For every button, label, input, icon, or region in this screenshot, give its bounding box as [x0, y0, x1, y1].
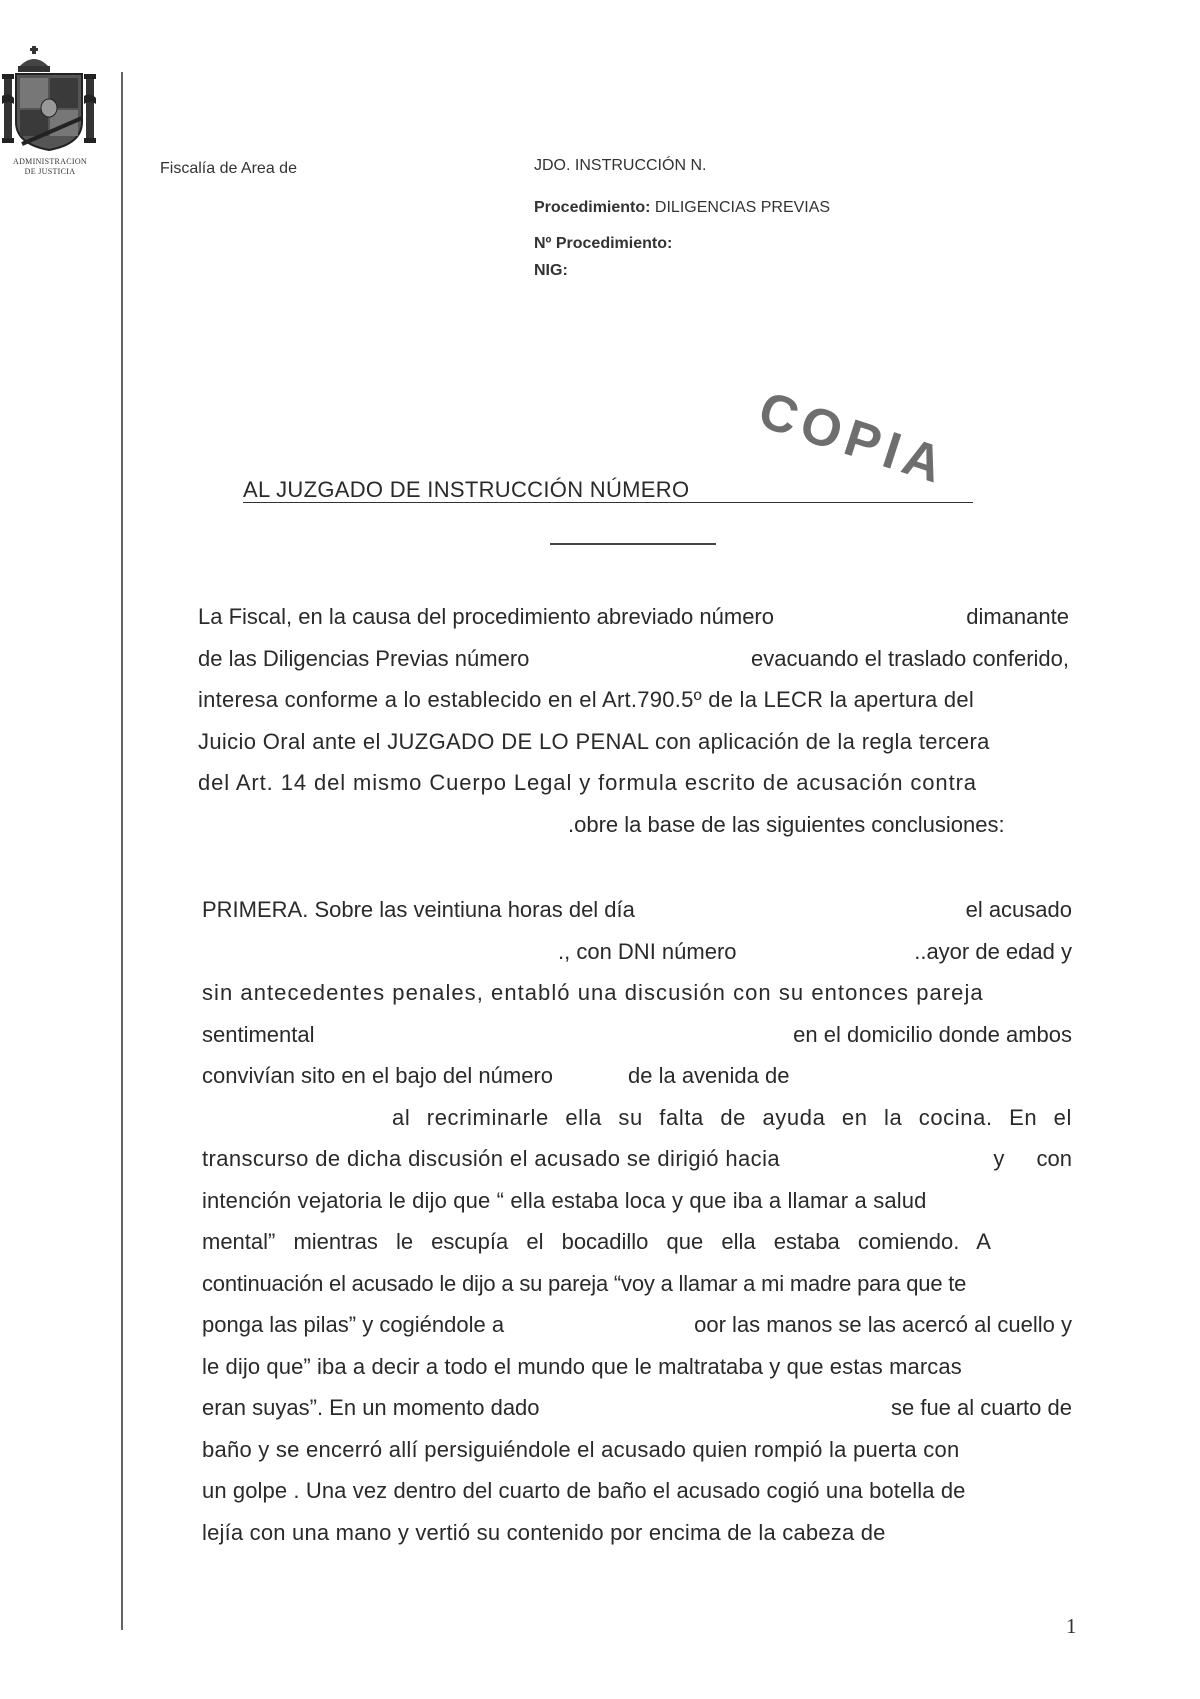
primera-line-6-a: al recriminarle ella su falta de ayuda en la cocina. En el [392, 1104, 1072, 1130]
copia-stamp: COPIA [751, 380, 955, 497]
intro-line-6 [198, 804, 1069, 846]
procedure-number-label: Nº Procedimiento: [534, 235, 673, 252]
primera-line-7-a: transcurso de dicha discusión el acusado se dirigió hacia [202, 1146, 781, 1171]
intro-line-2-b: evacuando el traslado conferido, [751, 645, 1069, 671]
title-underline [243, 502, 973, 503]
primera-line-4-a: sentimental [202, 1021, 315, 1047]
primera-line-6 [202, 1097, 1072, 1139]
intro-paragraph [198, 596, 1069, 845]
crest-caption-line1: ADMINISTRACION [13, 157, 87, 166]
crest-caption [0, 157, 100, 177]
primera-line-7 [202, 1138, 1072, 1180]
primera-line-12: le dijo que” iba a decir a todo el mundo que le maltrataba y que estas marcas [202, 1353, 962, 1379]
margin-rule [121, 72, 123, 1630]
court-label: JDO. INSTRUCCIÓN N. [534, 157, 707, 174]
nig-label: NIG: [534, 262, 568, 279]
primera-line-11 [202, 1304, 1072, 1346]
intro-line-3: interesa conforme a lo establecido en el Art.790.5º de la LECR la apertura del [198, 687, 974, 712]
primera-line-11-a: ponga las pilas” y cogiéndole a [202, 1312, 505, 1337]
primera-line-13-a: eran suyas”. En un momento dado [202, 1395, 540, 1420]
coat-of-arms-logo [2, 44, 96, 154]
page-number: 1 [1066, 1614, 1077, 1638]
intro-line-2-a: de las Diligencias Previas número [198, 645, 530, 671]
primera-line-16: lejía con una mano y vertió su contenido por encima de la cabeza de [202, 1519, 886, 1545]
procedure-label: Procedimiento: [534, 199, 651, 216]
primera-line-2 [202, 931, 1072, 973]
primera-line-1 [202, 889, 1072, 931]
intro-line-5: del Art. 14 del mismo Cuerpo Legal y formula escrito de acusación contra [198, 770, 977, 795]
primera-line-2-b: ..ayor de edad y [914, 938, 1072, 964]
intro-line-4: Juicio Oral ante el JUZGADO DE LO PENAL con aplicación de la regla tercera [198, 728, 990, 754]
intro-line-2 [198, 638, 1069, 680]
primera-line-15: un golpe . Una vez dentro del cuarto de baño el acusado cogió una botella de [202, 1478, 966, 1503]
primera-line-13-b: se fue al cuarto de [890, 1395, 1072, 1420]
crest-caption-line2: DE JUSTICIA [24, 167, 76, 176]
primera-line-1-a: PRIMERA. Sobre las veintiuna horas del día [202, 897, 635, 922]
primera-line-5 [202, 1055, 1072, 1097]
separator-line [550, 543, 716, 545]
primera-line-11-b: oor las manos se las acercó al cuello y [694, 1312, 1072, 1337]
primera-line-5-a: convivían sito en el bajo del número [202, 1063, 553, 1088]
primera-line-3: sin antecedentes penales, entabló una discusión con su entonces pareja [202, 980, 984, 1005]
primera-line-2-a: ., con DNI número [558, 938, 737, 964]
primera-line-1-b: el acusado [965, 897, 1072, 922]
primera-line-4 [202, 1014, 1072, 1056]
document-title: AL JUZGADO DE INSTRUCCIÓN NÚMERO [243, 477, 690, 502]
primera-line-9: mental” mientras le escupía el bocadillo que ella estaba comiendo. A [202, 1229, 991, 1254]
primera-line-7-b: y con [993, 1146, 1072, 1171]
primera-line-14: baño y se encerró allí persiguiéndole el acusado quien rompió la puerta con [202, 1436, 960, 1462]
primera-paragraph [202, 889, 1072, 1553]
primera-line-8: intención vejatoria le dijo que “ ella estaba loca y que iba a llamar a salud [202, 1187, 927, 1213]
intro-line-1 [198, 596, 1069, 638]
intro-line-1-b: dimanante [966, 604, 1069, 629]
primera-line-4-b: en el domicilio donde ambos [793, 1021, 1072, 1047]
primera-line-10: continuación el acusado le dijo a su pareja “voy a llamar a mi madre para que te [202, 1270, 967, 1296]
fiscalia-label: Fiscalía de Area de [160, 160, 297, 177]
procedure-line [534, 199, 830, 217]
primera-line-13 [202, 1387, 1072, 1429]
procedure-value: DILIGENCIAS PREVIAS [654, 199, 831, 216]
intro-line-1-a: La Fiscal, en la causa del procedimiento abreviado número [198, 604, 774, 629]
intro-line-6-a: .obre la base de las siguientes conclusiones: [568, 811, 1005, 837]
primera-line-5-b: de la avenida de [628, 1063, 790, 1088]
